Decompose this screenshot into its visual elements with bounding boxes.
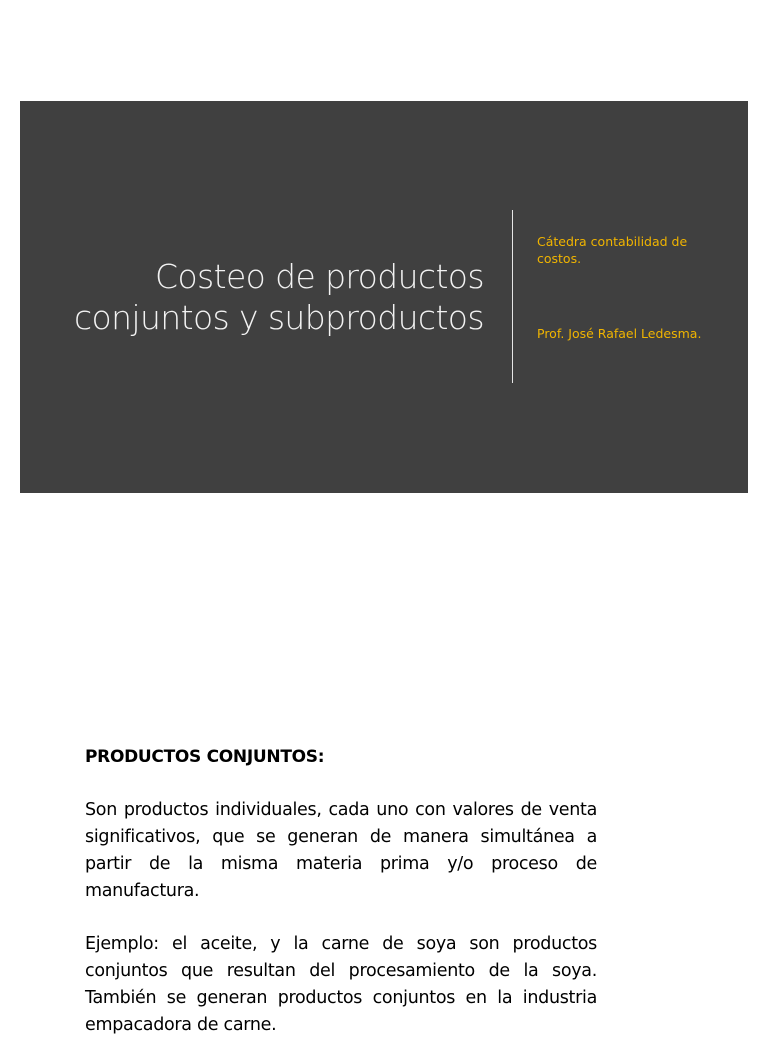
slide-title-line-2: conjuntos y subproductos — [73, 298, 484, 337]
example-paragraph: Ejemplo: el aceite, y la carne de soya son productos conjuntos que resultan del procesamiento de la soya. También se generan productos conjuntos en la industria empacadora de carne. — [85, 934, 597, 1035]
section-heading: PRODUCTOS CONJUNTOS: — [85, 747, 325, 767]
slide-title — [74, 256, 484, 338]
title-slide — [20, 101, 748, 493]
course-name: Cátedra contabilidad de costos. — [537, 234, 688, 266]
definition-paragraph: Son productos individuales, cada uno con valores de venta significativos, que se generan de manera simultánea a partir de la misma materia prima y/o proceso de manufactura. — [85, 800, 597, 901]
professor-name: Prof. José Rafael Ledesma. — [537, 326, 702, 341]
vertical-divider — [512, 210, 513, 383]
slide-title-line-1: Costeo de productos — [155, 257, 484, 296]
